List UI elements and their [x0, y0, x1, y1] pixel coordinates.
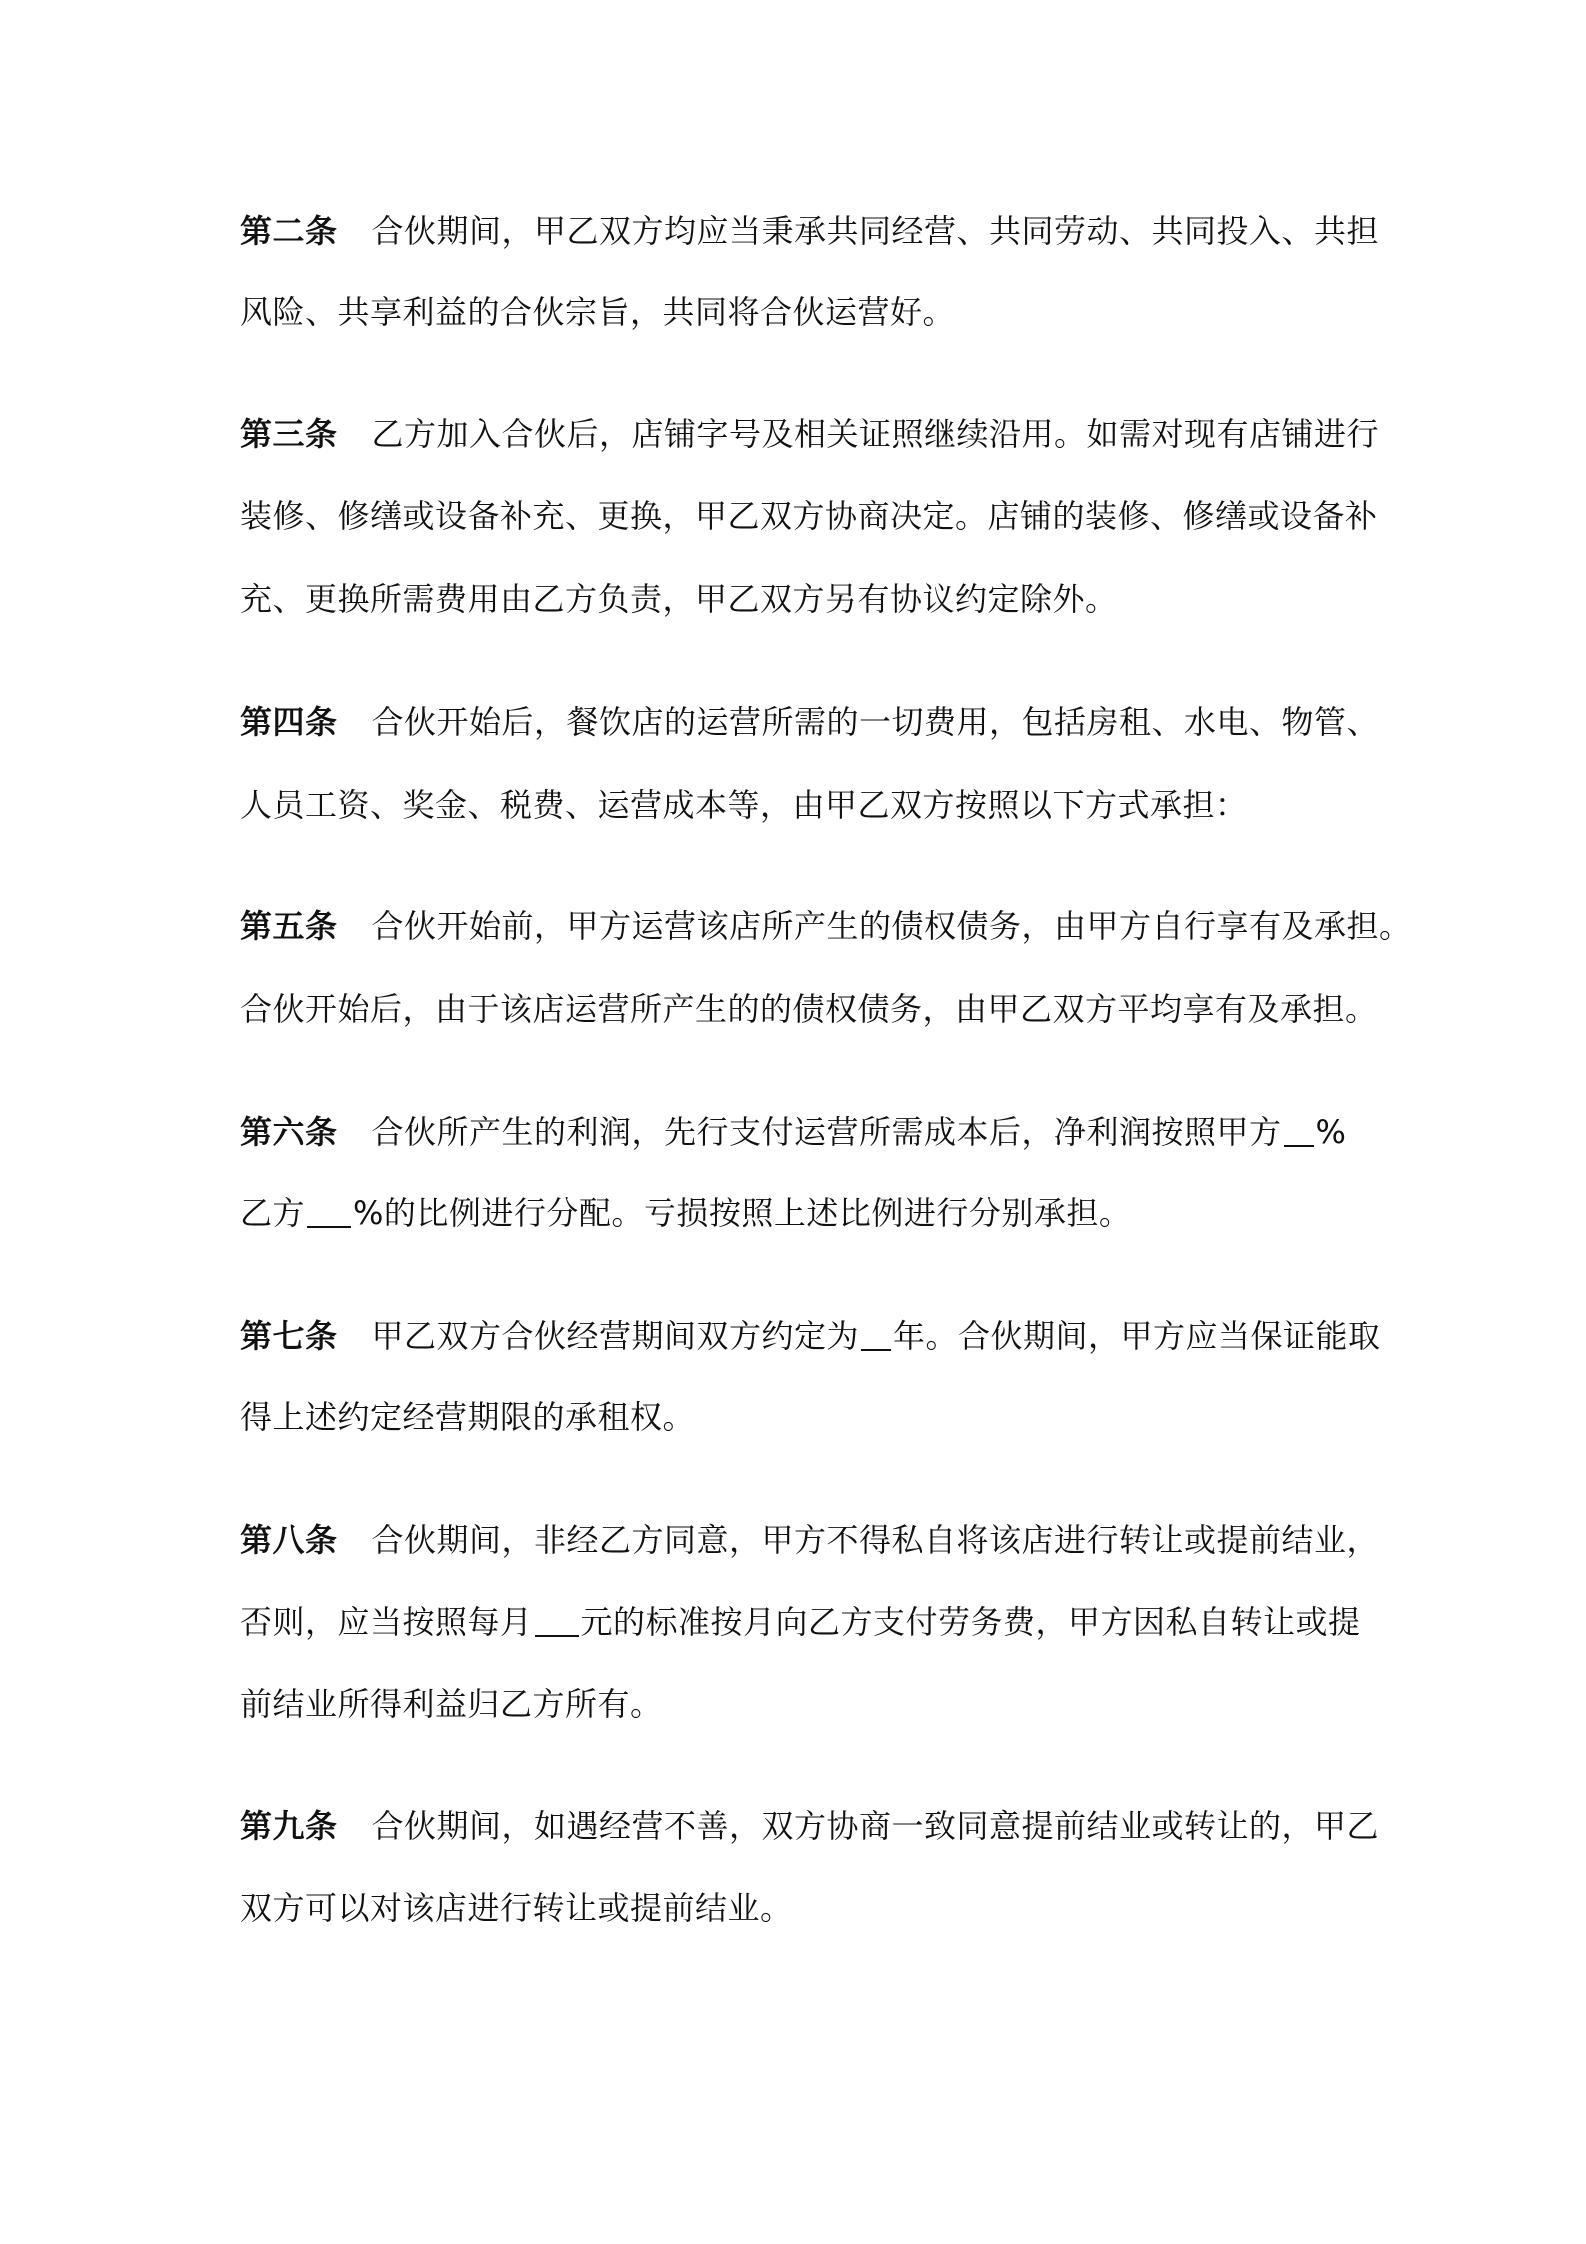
blank-party-a-percent[interactable] — [1284, 1115, 1314, 1147]
article-7-line-1 — [240, 1316, 1381, 1356]
article-text: 合伙期间，甲乙双方均应当秉承共同经营、共同劳动、共同投入、共担 — [371, 212, 1380, 250]
article-3-line-1 — [240, 414, 1379, 454]
article-text: 风险、共享利益的合伙宗旨，共同将合伙运营好。 — [240, 293, 956, 331]
article-number: 第二条 — [240, 212, 338, 250]
article-text: 合伙期间，非经乙方同意，甲方不得私自将该店进行转让或提前结业， — [371, 1521, 1380, 1559]
article-number: 第七条 — [240, 1317, 338, 1355]
article-text: %的比例进行分配。亏损按照上述比例进行分别承担。 — [353, 1194, 1132, 1232]
article-text: 充、更换所需费用由乙方负责，甲乙双方另有协议约定除外。 — [240, 580, 1118, 618]
article-2-line-2 — [240, 292, 955, 332]
article-text: 装修、修缮或设备补充、更换，甲乙双方协商决定。店铺的装修、修缮或设备补 — [240, 497, 1378, 535]
article-text: % — [1315, 1113, 1347, 1151]
article-4-line-1 — [240, 702, 1379, 742]
article-text: 甲乙双方合伙经营期间双方约定为 — [371, 1317, 860, 1355]
article-number: 第六条 — [240, 1113, 338, 1151]
blank-term-years[interactable] — [861, 1319, 891, 1351]
article-number: 第五条 — [240, 907, 338, 945]
article-text: 乙方 — [240, 1194, 306, 1232]
article-3-line-2 — [240, 496, 1378, 536]
article-4-line-2 — [240, 785, 1248, 825]
article-8-line-2 — [240, 1602, 1361, 1642]
article-text: 合伙所产生的利润，先行支付运营所需成本后，净利润按照甲方 — [371, 1113, 1282, 1151]
article-number: 第四条 — [240, 703, 338, 741]
article-text: 合伙开始后，餐饮店的运营所需的一切费用，包括房租、水电、物管、 — [371, 703, 1380, 741]
article-7-line-2 — [240, 1397, 695, 1437]
article-text: 人员工资、奖金、税费、运营成本等，由甲乙双方按照以下方式承担： — [240, 786, 1248, 824]
article-6-line-1 — [240, 1112, 1346, 1152]
article-text: 年。合伙期间，甲方应当保证能取 — [893, 1317, 1381, 1355]
article-text: 乙方加入合伙后，店铺字号及相关证照继续沿用。如需对现有店铺进行 — [371, 415, 1380, 453]
article-text: 双方可以对该店进行转让或提前结业。 — [240, 1889, 793, 1927]
article-text: 前结业所得利益归乙方所有。 — [240, 1685, 663, 1723]
article-text: 元的标准按月向乙方支付劳务费，甲方因私自转让或提 — [580, 1603, 1361, 1641]
article-2-line-1 — [240, 211, 1379, 251]
article-3-line-3 — [240, 579, 1118, 619]
blank-monthly-amount[interactable] — [535, 1605, 579, 1637]
article-number: 第三条 — [240, 415, 338, 453]
article-8-line-1 — [240, 1520, 1379, 1560]
article-text: 合伙开始前，甲方运营该店所产生的债权债务，由甲方自行享有及承担。 — [371, 907, 1412, 945]
article-9-line-1 — [240, 1806, 1379, 1846]
article-text: 合伙开始后，由于该店运营所产生的的债权债务，由甲乙双方平均享有及承担。 — [240, 990, 1378, 1028]
article-5-line-1 — [240, 906, 1412, 946]
article-text: 得上述约定经营期限的承租权。 — [240, 1398, 696, 1436]
article-number: 第八条 — [240, 1521, 338, 1559]
article-8-line-3 — [240, 1684, 663, 1724]
article-text: 合伙期间，如遇经营不善，双方协商一致同意提前结业或转让的，甲乙 — [371, 1807, 1380, 1845]
article-text: 否则，应当按照每月 — [240, 1603, 533, 1641]
article-5-line-2 — [240, 989, 1378, 1029]
article-6-line-2 — [240, 1193, 1131, 1233]
article-number: 第九条 — [240, 1807, 338, 1845]
blank-party-b-percent[interactable] — [307, 1196, 351, 1228]
article-9-line-2 — [240, 1888, 793, 1928]
